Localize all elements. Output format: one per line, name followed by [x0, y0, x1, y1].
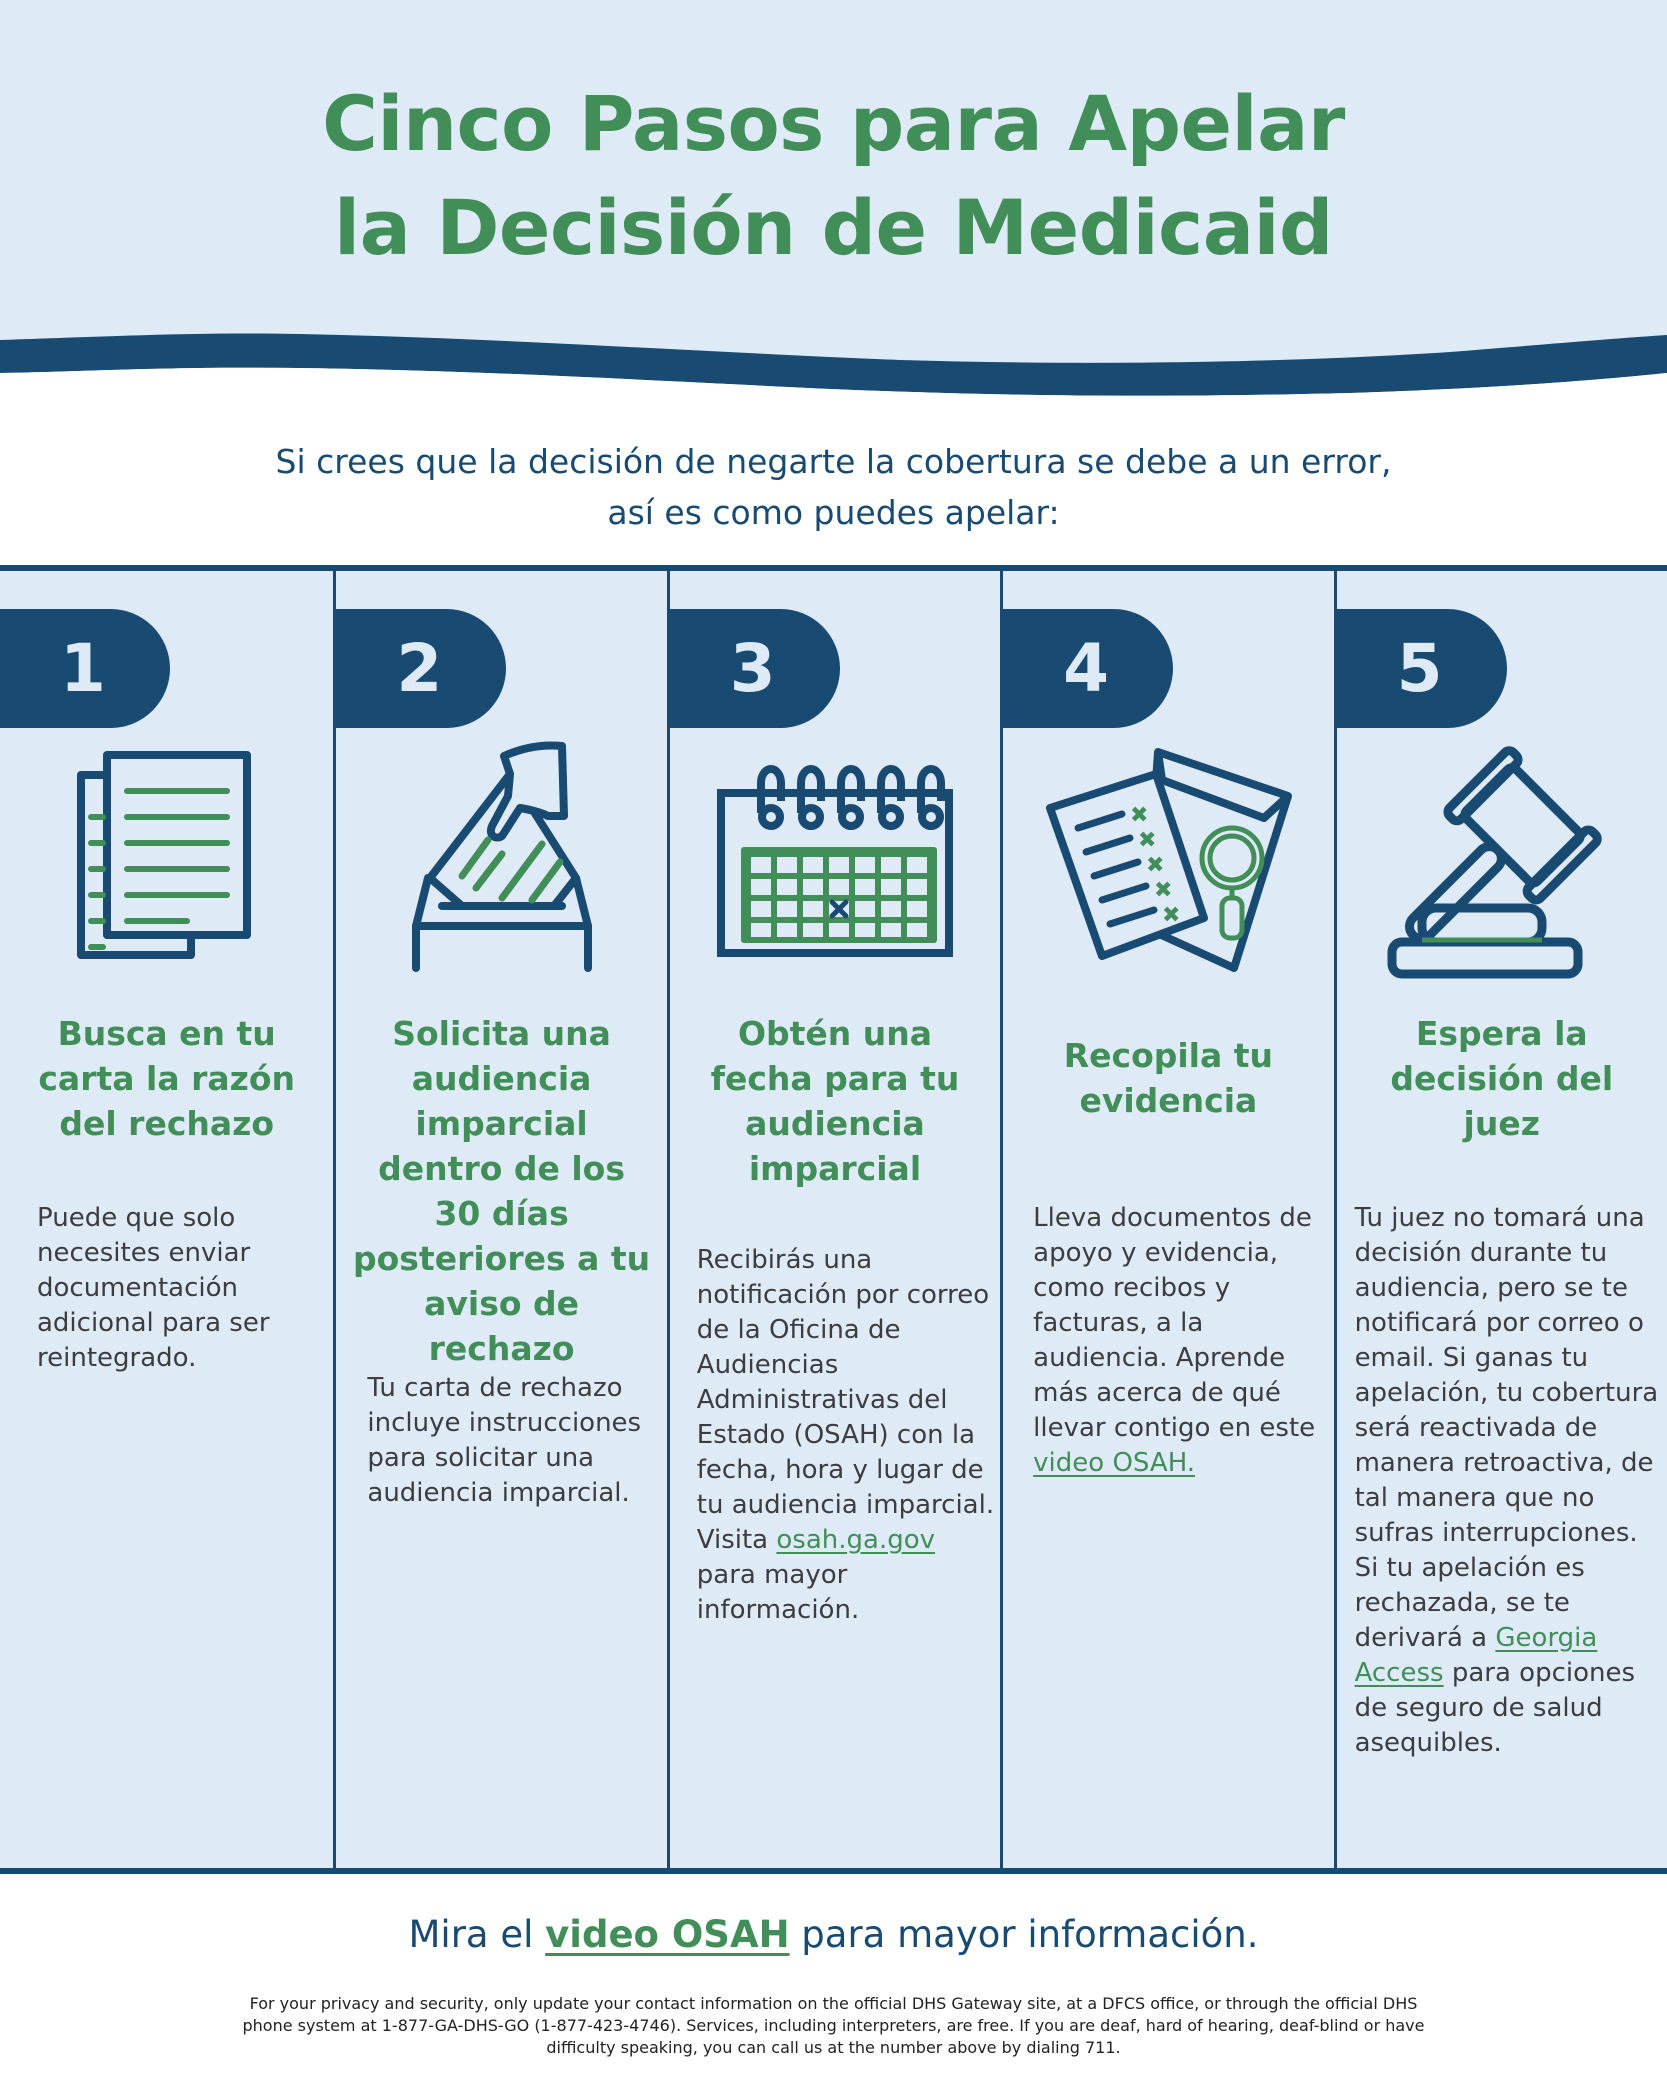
- georgia-access-link[interactable]: Georgia Access: [1354, 1623, 1598, 1688]
- svg-text:✖: ✖: [1154, 878, 1173, 903]
- wave-divider: [0, 300, 1667, 430]
- step-1: [0, 571, 333, 1868]
- call-to-action: [0, 1910, 1667, 1960]
- step-body: [1033, 1201, 1323, 1481]
- intro-line-2: así es como puedes apelar:: [607, 493, 1060, 532]
- step-body-text: para mayor información.: [696, 1560, 860, 1625]
- cta-text: para mayor información.: [789, 1913, 1259, 1956]
- page-title: [0, 72, 1667, 280]
- calendar-icon: [670, 741, 1000, 981]
- step-number-badge: 5: [1337, 609, 1507, 728]
- privacy-footer-text: For your privacy and security, only update your contact information on the official DHS Gateway site, at a DFCS office, or through the official DHS phone system at 1-877-GA-DHS-GO (1-877-423-4746). Services, including interpreters, are free. If you are deaf, hard of hearing, deaf-blind or have difficulty speaking, you can call us at the number above by dialing 711.: [242, 1994, 1425, 2057]
- osah-video-link[interactable]: video OSAH.: [1033, 1448, 1196, 1478]
- step-title: Solicita una audiencia imparcial dentro de los 30 días posteriores a tu aviso de rechazo: [353, 1014, 651, 1368]
- step-number-badge: 3: [670, 609, 840, 728]
- svg-text:✖: ✖: [1146, 853, 1165, 878]
- step-title: Espera la decisión del juez: [1390, 1014, 1614, 1143]
- ballot-box-icon: [336, 741, 666, 981]
- title-line-1: Cinco Pasos para Apelar: [322, 79, 1345, 168]
- osah-website-link[interactable]: osah.ga.gov: [776, 1525, 936, 1555]
- osah-video-cta-link[interactable]: video OSAH: [545, 1913, 790, 1956]
- step-number-badge: 1: [0, 609, 170, 728]
- step-body-text: Tu juez no tomará una decisión durante tu audiencia, pero se te notificará por correo o email. Si ganas tu apelación, tu cobertura será reactivada de manera retroactiva, de tal manera que no sufras interrupciones. Si tu apelación es rechazada, se te derivará a: [1354, 1203, 1659, 1653]
- step-number-badge: 4: [1003, 609, 1173, 728]
- documents-icon: [0, 741, 333, 981]
- intro-text: [0, 436, 1667, 538]
- step-3: [667, 571, 1000, 1868]
- step-2: [333, 571, 666, 1868]
- step-number-badge: 2: [336, 609, 506, 728]
- step-body: [1355, 1201, 1665, 1761]
- evidence-documents-magnifier-icon: [1003, 741, 1333, 981]
- svg-text:✖: ✖: [1162, 903, 1181, 928]
- gavel-icon: [1337, 741, 1667, 981]
- step-body: Puede que solo necesites enviar documentación adicional para ser reintegrado.: [37, 1203, 270, 1373]
- step-body: Tu carta de rechazo incluye instrucciones para solicitar una audiencia imparcial.: [367, 1373, 642, 1508]
- step-4: [1000, 571, 1333, 1868]
- step-title: Busca en tu carta la razón del rechazo: [38, 1014, 295, 1143]
- step-title: Recopila tu evidencia: [1063, 1036, 1274, 1120]
- step-5: [1334, 571, 1667, 1868]
- step-body-text: Lleva documentos de apoyo y evidencia, como recibos y facturas, a la audiencia. Aprende más acerca de qué llevar contigo en este: [1033, 1203, 1316, 1443]
- cta-text: Mira el: [408, 1913, 546, 1956]
- step-body: [697, 1243, 997, 1628]
- step-title: Obtén una fecha para tu audiencia imparcial: [710, 1014, 960, 1188]
- step-body-text: para opciones de seguro de salud asequibles.: [1354, 1658, 1636, 1758]
- intro-line-1: Si crees que la decisión de negarte la cobertura se debe a un error,: [275, 442, 1392, 481]
- svg-text:✖: ✖: [1138, 828, 1157, 853]
- title-line-2: la Decisión de Medicaid: [334, 183, 1333, 272]
- step-body-text: Recibirás una notificación por correo de la Oficina de Audiencias Administrativas del Estado (OSAH) con la fecha, hora y lugar de tu audiencia imparcial. Visita: [696, 1245, 995, 1555]
- svg-text:✖: ✖: [1130, 803, 1149, 828]
- steps-grid: [0, 565, 1667, 1874]
